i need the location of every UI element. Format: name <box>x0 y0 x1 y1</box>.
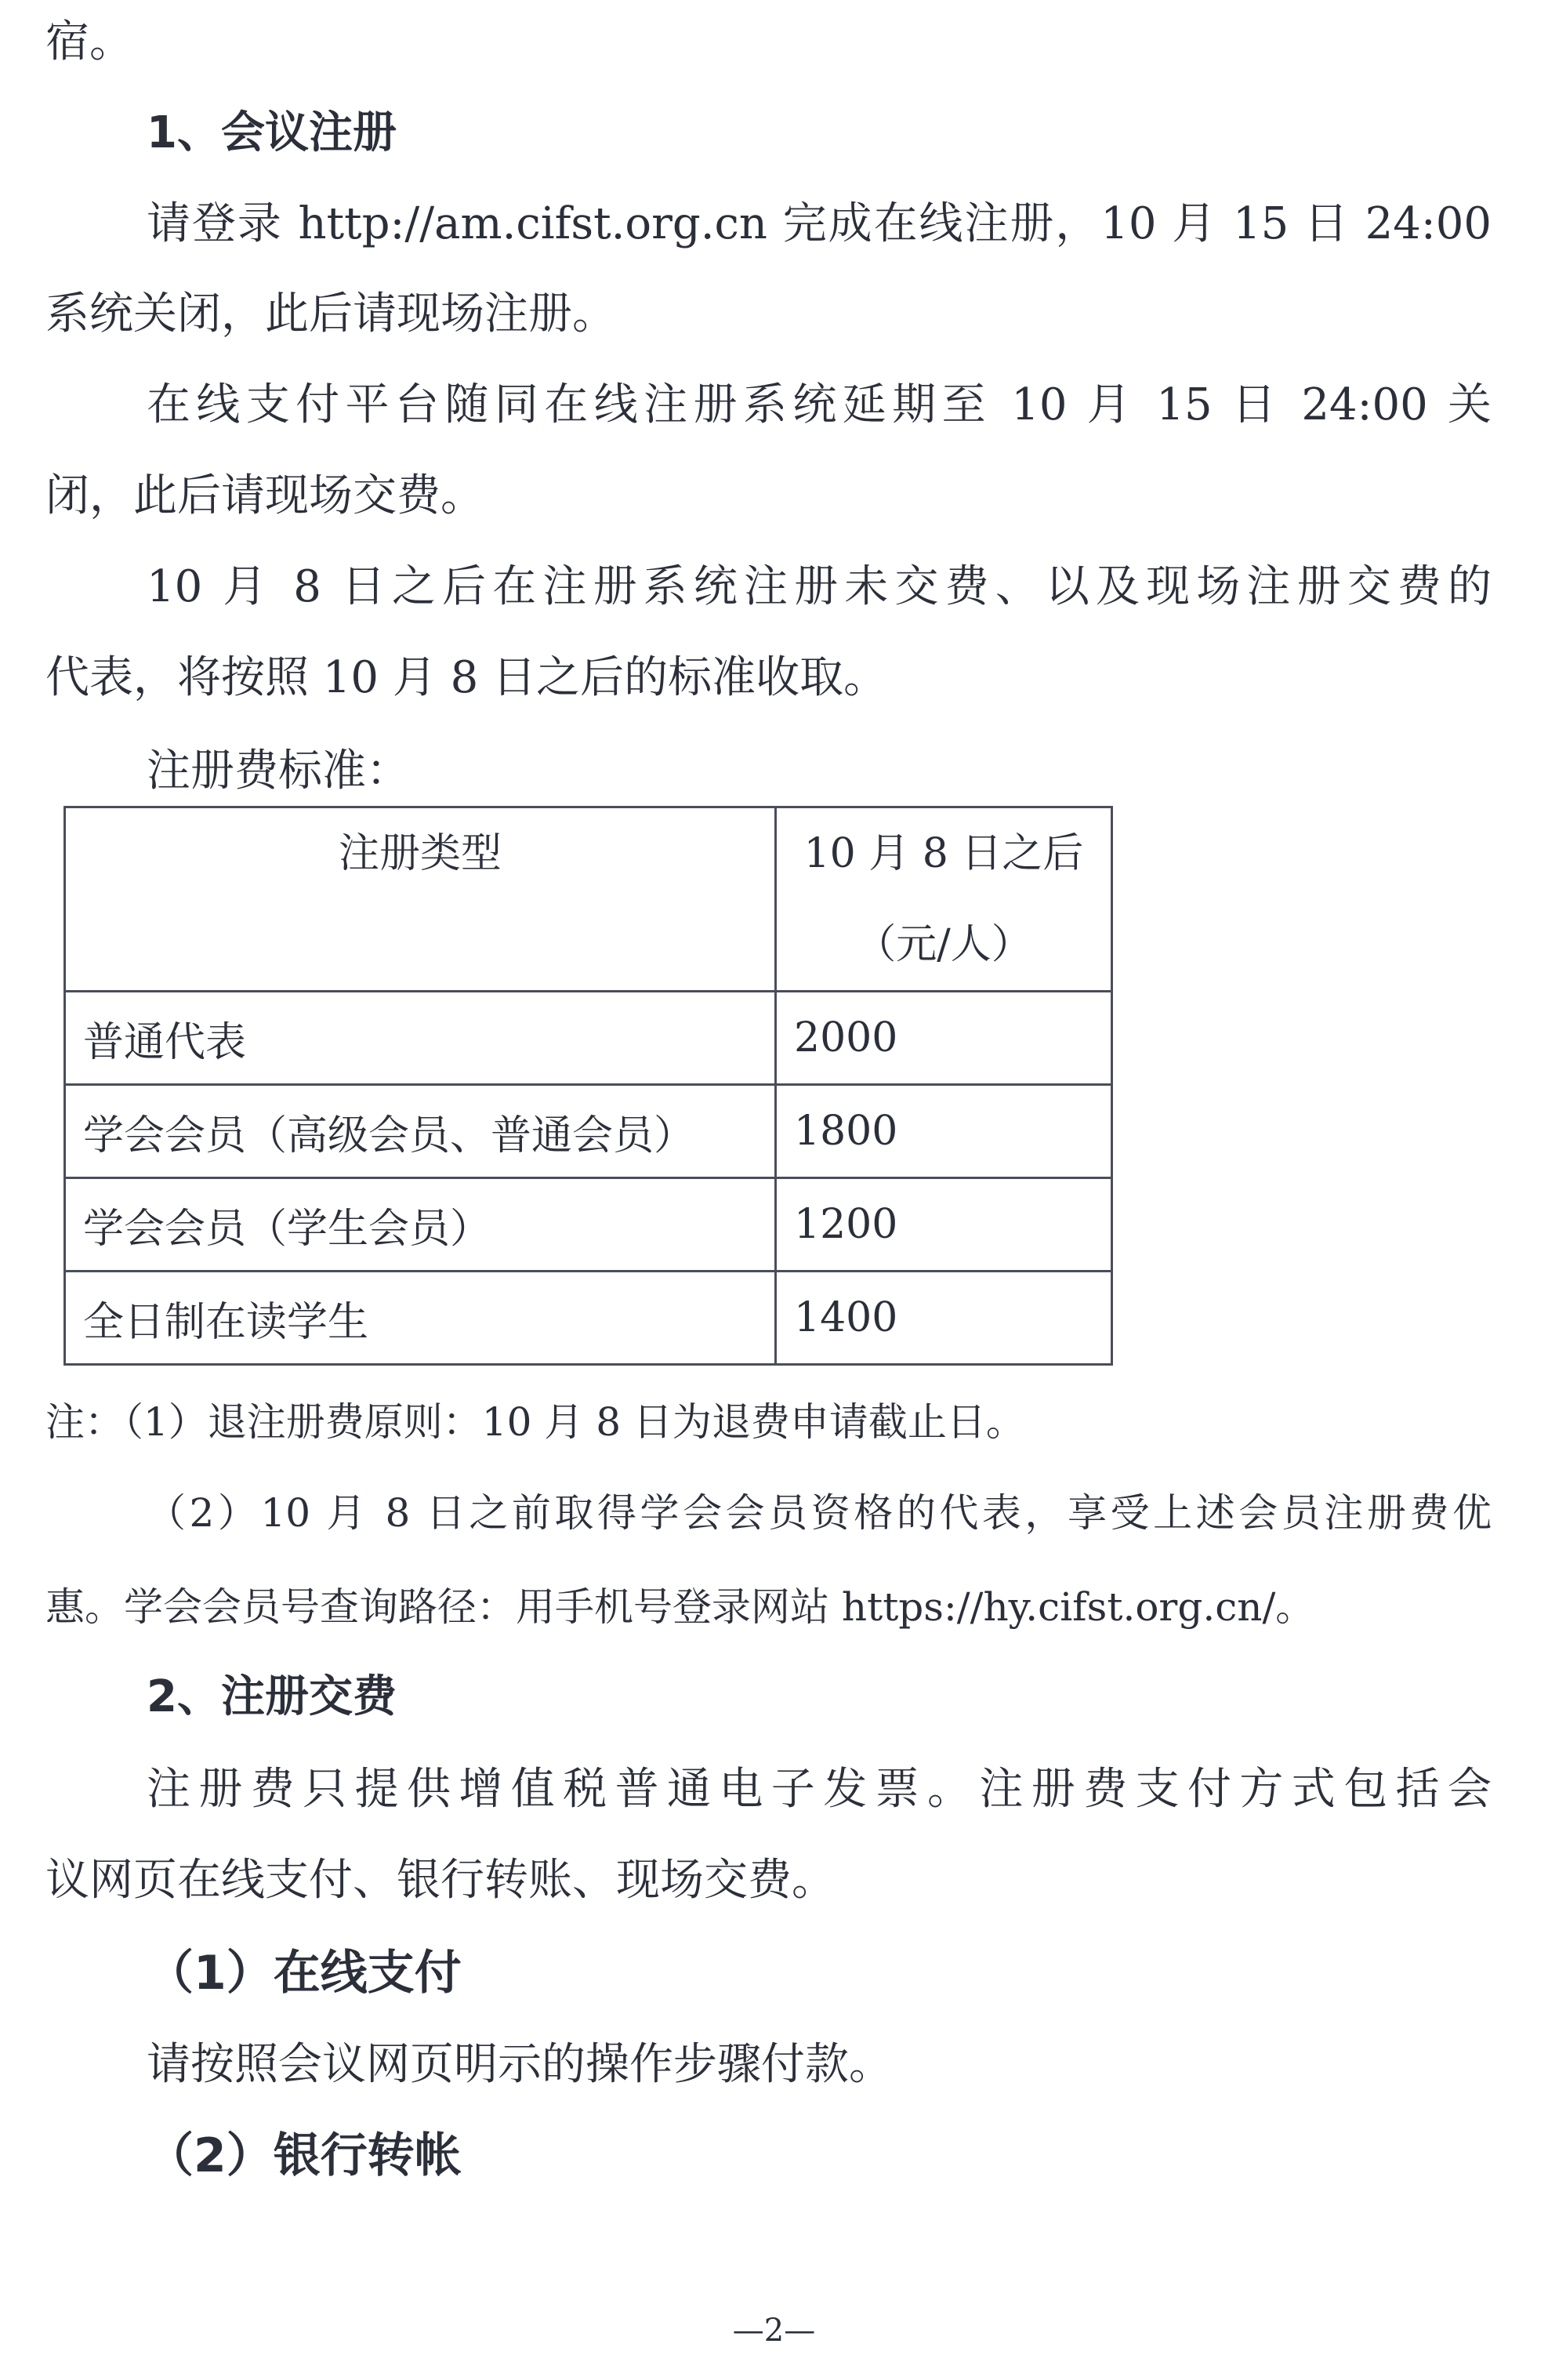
paragraph-line: 代表，将按照 10 月 8 日之后的标准收取。 <box>45 652 888 703</box>
row-type: 学会会员（高级会员、普通会员） <box>65 1085 776 1178</box>
header-fee-line2: （元/人） <box>855 921 1032 968</box>
page-number: —2— <box>732 2313 816 2349</box>
row-fee: 1400 <box>776 1272 1112 1365</box>
paragraph-line: 注册费只提供增值税普通电子发票。注册费支付方式包括会 <box>147 1764 1492 1815</box>
subheading-online-payment: （1）在线支付 <box>147 1946 462 2001</box>
fee-table <box>63 806 1113 1366</box>
subheading-bank-transfer: （2）银行转帐 <box>147 2128 462 2183</box>
header-fee <box>776 807 1112 992</box>
paragraph-line: 10 月 8 日之后在注册系统注册未交费、以及现场注册交费的 <box>147 561 1492 612</box>
section-heading-payment: 2、注册交费 <box>147 1671 397 1722</box>
table-row <box>65 992 1112 1085</box>
paragraph-line: 请登录 http://am.cifst.org.cn 完成在线注册，10 月 15 日 24:00 <box>147 198 1492 249</box>
row-fee: 1800 <box>776 1085 1112 1178</box>
row-type: 全日制在读学生 <box>65 1272 776 1365</box>
note-line: 惠。学会会员号查询路径：用手机号登录网站 https://hy.cifst.org.cn/。 <box>45 1584 1315 1630</box>
paragraph-line: 闭，此后请现场交费。 <box>45 470 484 521</box>
paragraph-line: 议网页在线支付、银行转账、现场交费。 <box>45 1855 836 1906</box>
paragraph-line: 在线支付平台随同在线注册系统延期至 10 月 15 日 24:00 关 <box>147 379 1492 430</box>
row-fee: 1200 <box>776 1178 1112 1272</box>
header-fee-line1: 10 月 8 日之后 <box>803 830 1084 877</box>
fee-standard-label: 注册费标准： <box>147 746 410 796</box>
header-type <box>65 807 776 992</box>
paragraph-line: 请按照会议网页明示的操作步骤付款。 <box>147 2039 893 2090</box>
row-type: 普通代表 <box>65 992 776 1085</box>
table-row <box>65 1272 1112 1365</box>
section-heading-registration: 1、会议注册 <box>147 107 397 158</box>
table-row <box>65 1178 1112 1272</box>
table-header-row <box>65 807 1112 992</box>
row-type: 学会会员（学生会员） <box>65 1178 776 1272</box>
note-line: 注：（1）退注册费原则：10 月 8 日为退费申请截止日。 <box>45 1399 1025 1445</box>
text-line: 宿。 <box>45 16 133 67</box>
paragraph-line: 系统关闭，此后请现场注册。 <box>45 288 616 339</box>
row-fee: 2000 <box>776 992 1112 1085</box>
table-row <box>65 1085 1112 1178</box>
header-type-label: 注册类型 <box>338 830 502 877</box>
note-line: （2）10 月 8 日之前取得学会会员资格的代表，享受上述会员注册费优 <box>147 1490 1492 1536</box>
